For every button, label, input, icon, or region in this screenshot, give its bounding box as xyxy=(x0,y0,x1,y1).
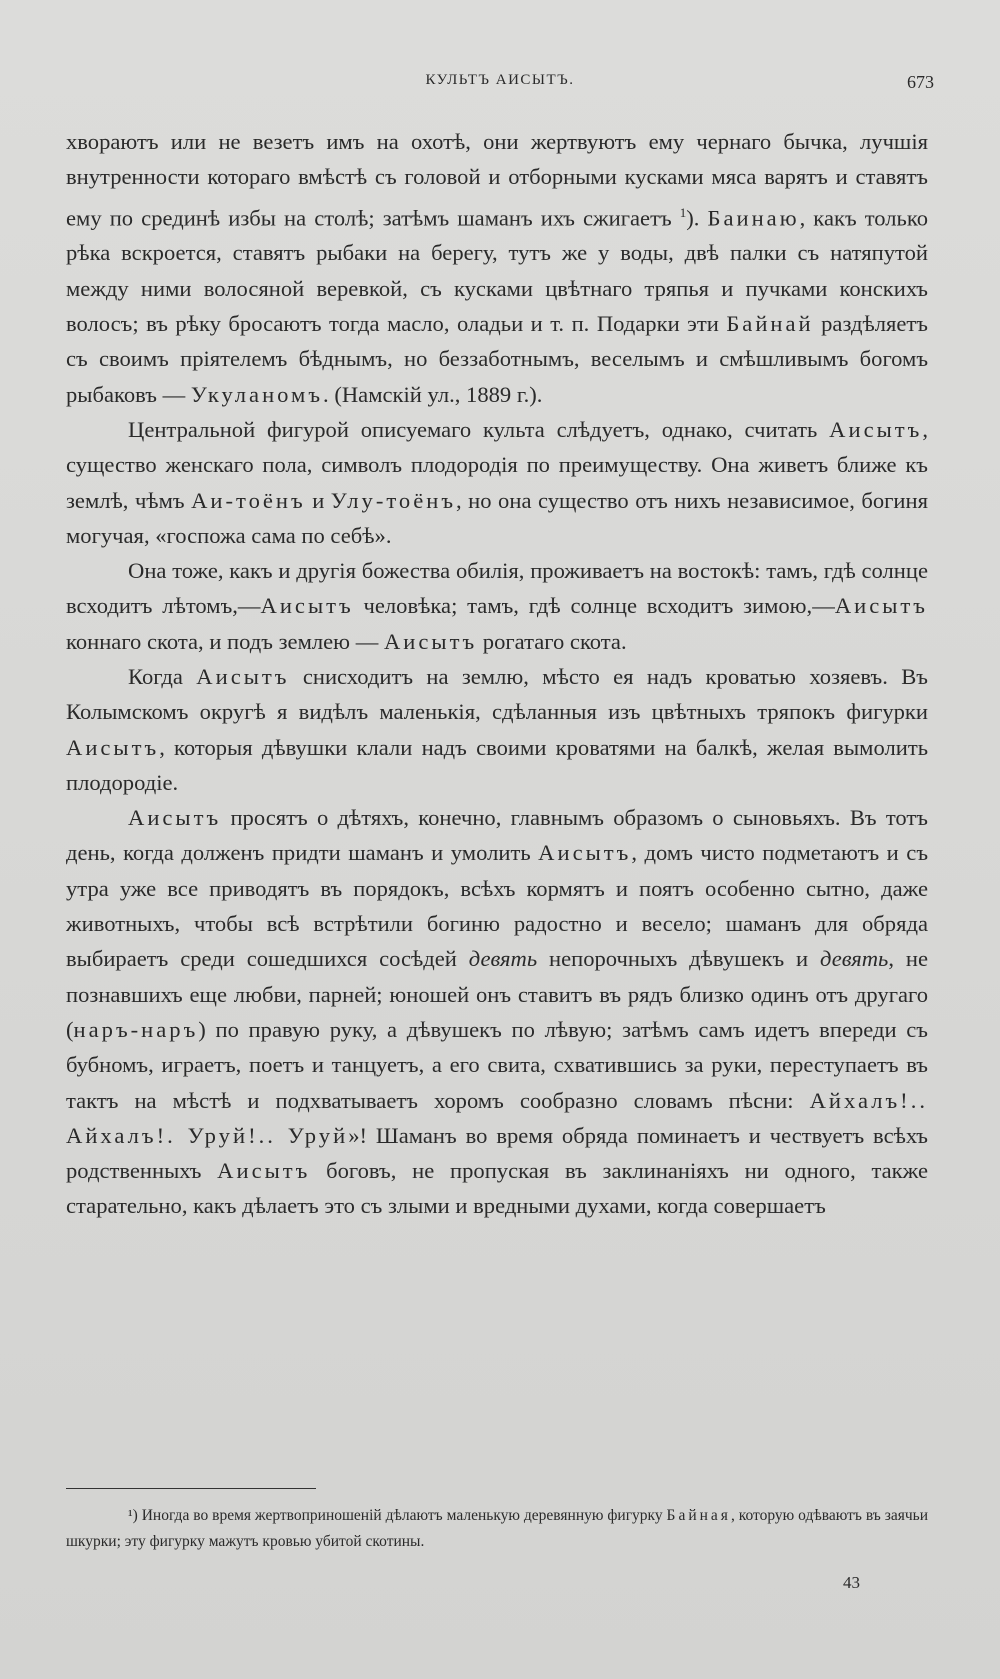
page-number: 673 xyxy=(907,72,934,92)
text-run: снисходитъ на землю, мѣсто ея надъ кроватью хозяевъ. Въ Колымскомъ округѣ я видѣлъ маленькія, сдѣланныя изъ цвѣтныхъ тряпокъ фигурки xyxy=(66,663,928,725)
text-run: , не познавшихъ еще любви, парней; юношей онъ ставитъ въ рядъ близко одинъ отъ другаго ( xyxy=(66,946,928,1042)
text-run: , которыя дѣвушки клали надъ своими кроватями на балкѣ, желая вымолить плодородіе. xyxy=(66,734,928,795)
text-run: человѣка; тамъ, гдѣ солнце всходитъ зимою,— xyxy=(353,593,835,619)
spaced-name: Аисытъ xyxy=(196,663,290,689)
text-run: Когда xyxy=(128,663,197,689)
text-run: и xyxy=(305,487,331,513)
text-run: »! Шаманъ во время обряда поминаетъ и чествуетъ всѣхъ родственныхъ xyxy=(66,1122,928,1184)
spaced-chant: Айхалъ!.. Айхалъ!. Уруй!.. Уруй xyxy=(66,1087,928,1148)
spaced-name: Аисытъ xyxy=(217,1158,311,1184)
text-run: хвораютъ или не везетъ имъ на охотѣ, они жертвуютъ ему чернаго бычка, лучшія внутренности котораго вмѣстѣ съ головой и отборными кусками мяса варятъ и ставятъ ему по срединѣ избы на столѣ; затѣмъ шаманъ ихъ сжигаетъ xyxy=(66,129,928,231)
spaced-name: Аисытъ xyxy=(829,416,923,442)
spaced-name: Байная xyxy=(666,1507,731,1524)
paragraph-2 xyxy=(66,412,928,553)
spaced-name: Аисытъ xyxy=(128,805,222,831)
text-run: Центральной фигурой описуемаго культа слѣдуетъ, однако, считать xyxy=(128,416,830,442)
footnote-reference: 1 xyxy=(679,204,687,220)
text-run: рогатаго скота. xyxy=(477,628,627,654)
text-run: непорочныхъ дѣвушекъ и xyxy=(537,946,820,972)
spaced-name: Байнай xyxy=(726,311,814,337)
text-run: , но она существо отъ нихъ независимое, богиня могучая, «госпожа сама по себѣ». xyxy=(66,487,928,548)
spaced-name: Аи-тоёнъ xyxy=(191,487,306,513)
body-text xyxy=(66,124,928,1224)
spaced-name: Аисытъ xyxy=(834,593,928,619)
spaced-name: Укуланомъ xyxy=(190,381,324,407)
spaced-name: Улу-тоёнъ xyxy=(330,487,457,513)
running-title: КУЛЬТЪ АИСЫТЪ. xyxy=(425,72,575,88)
spaced-name: Аисытъ xyxy=(260,593,354,619)
text-run: , домъ чисто подметаютъ и съ утра уже все приводятъ въ порядокъ, всѣхъ кормятъ и поятъ особенно сытно, даже животныхъ, чтобы всѣ встрѣтили богиню радостно и весело; шаманъ для обряда выбираетъ среди сошедшихся сосѣдей xyxy=(66,840,929,972)
paragraph-3 xyxy=(66,553,928,659)
text-run: , которую одѣваютъ въ заячьи шкурки; эту фигурку мажутъ кровью убитой скотины. xyxy=(66,1507,928,1550)
footnote-rule xyxy=(66,1488,316,1489)
paragraph-4 xyxy=(66,659,928,800)
italic-word: девять xyxy=(820,946,889,972)
spaced-name: Аисытъ xyxy=(538,840,632,866)
text-run: , существо женскаго пола, символъ плодородія по преимуществу. Она живетъ ближе къ землѣ, чѣмъ xyxy=(66,416,928,513)
text-run: ¹) Иногда во время жертвоприношеній дѣлаютъ маленькую деревянную фигурку xyxy=(128,1507,667,1524)
text-run: просятъ о дѣтяхъ, конечно, главнымъ образомъ о сыновьяхъ. Въ тотъ день, когда долженъ придти шаманъ и умолить xyxy=(66,805,928,866)
text-run: Она тоже, какъ и другія божества обилія, проживаетъ на востокѣ: тамъ, гдѣ солнце всходитъ лѣтомъ,— xyxy=(66,558,928,619)
footnote xyxy=(66,1503,928,1555)
italic-word: девять xyxy=(468,946,538,972)
spaced-name: наръ-наръ xyxy=(73,1016,199,1042)
spaced-name: Аисытъ xyxy=(66,734,160,760)
text-run: , какъ только рѣка вскроется, ставятъ рыбаки на берегу, тутъ же у воды, двѣ палки съ натяпутой между ними волосяной веревкой, съ кусками цвѣтнаго тряпья и пучками конскихъ волосъ; въ рѣку бросаютъ тогда масло, оладьи и т. п. Подарки эти xyxy=(66,205,928,337)
spaced-name: Аисытъ xyxy=(383,628,478,654)
text-run: раздѣляетъ съ своимъ пріятелемъ бѣднымъ, но беззаботнымъ, веселымъ и смѣшливымъ богомъ рыбаковъ — xyxy=(66,311,928,407)
spaced-name: Баинаю xyxy=(707,205,800,231)
signature-mark: 43 xyxy=(843,1573,860,1592)
text-run: коннаго скота, и подъ землею — xyxy=(66,628,384,654)
text-run: ). xyxy=(686,205,708,231)
footnote-text xyxy=(66,1503,928,1555)
paragraph-1 xyxy=(66,124,928,412)
paragraph-5 xyxy=(66,800,928,1224)
text-run: боговъ, не пропуская въ заклинаніяхъ ни одного, также старательно, какъ дѣлаетъ это съ злыми и вредными духами, когда совершаетъ xyxy=(66,1158,928,1219)
text-run: . (Намскій ул., 1889 г.). xyxy=(323,381,543,407)
text-run: ) по правую руку, а дѣвушекъ по лѣвую; затѣмъ самъ идетъ впереди съ бубномъ, играетъ, поетъ и танцуетъ, а его свита, схватившись за руки, переступаетъ въ тактъ на мѣстѣ и подхватываетъ хоромъ сообразно словамъ пѣсни: xyxy=(66,1016,928,1113)
